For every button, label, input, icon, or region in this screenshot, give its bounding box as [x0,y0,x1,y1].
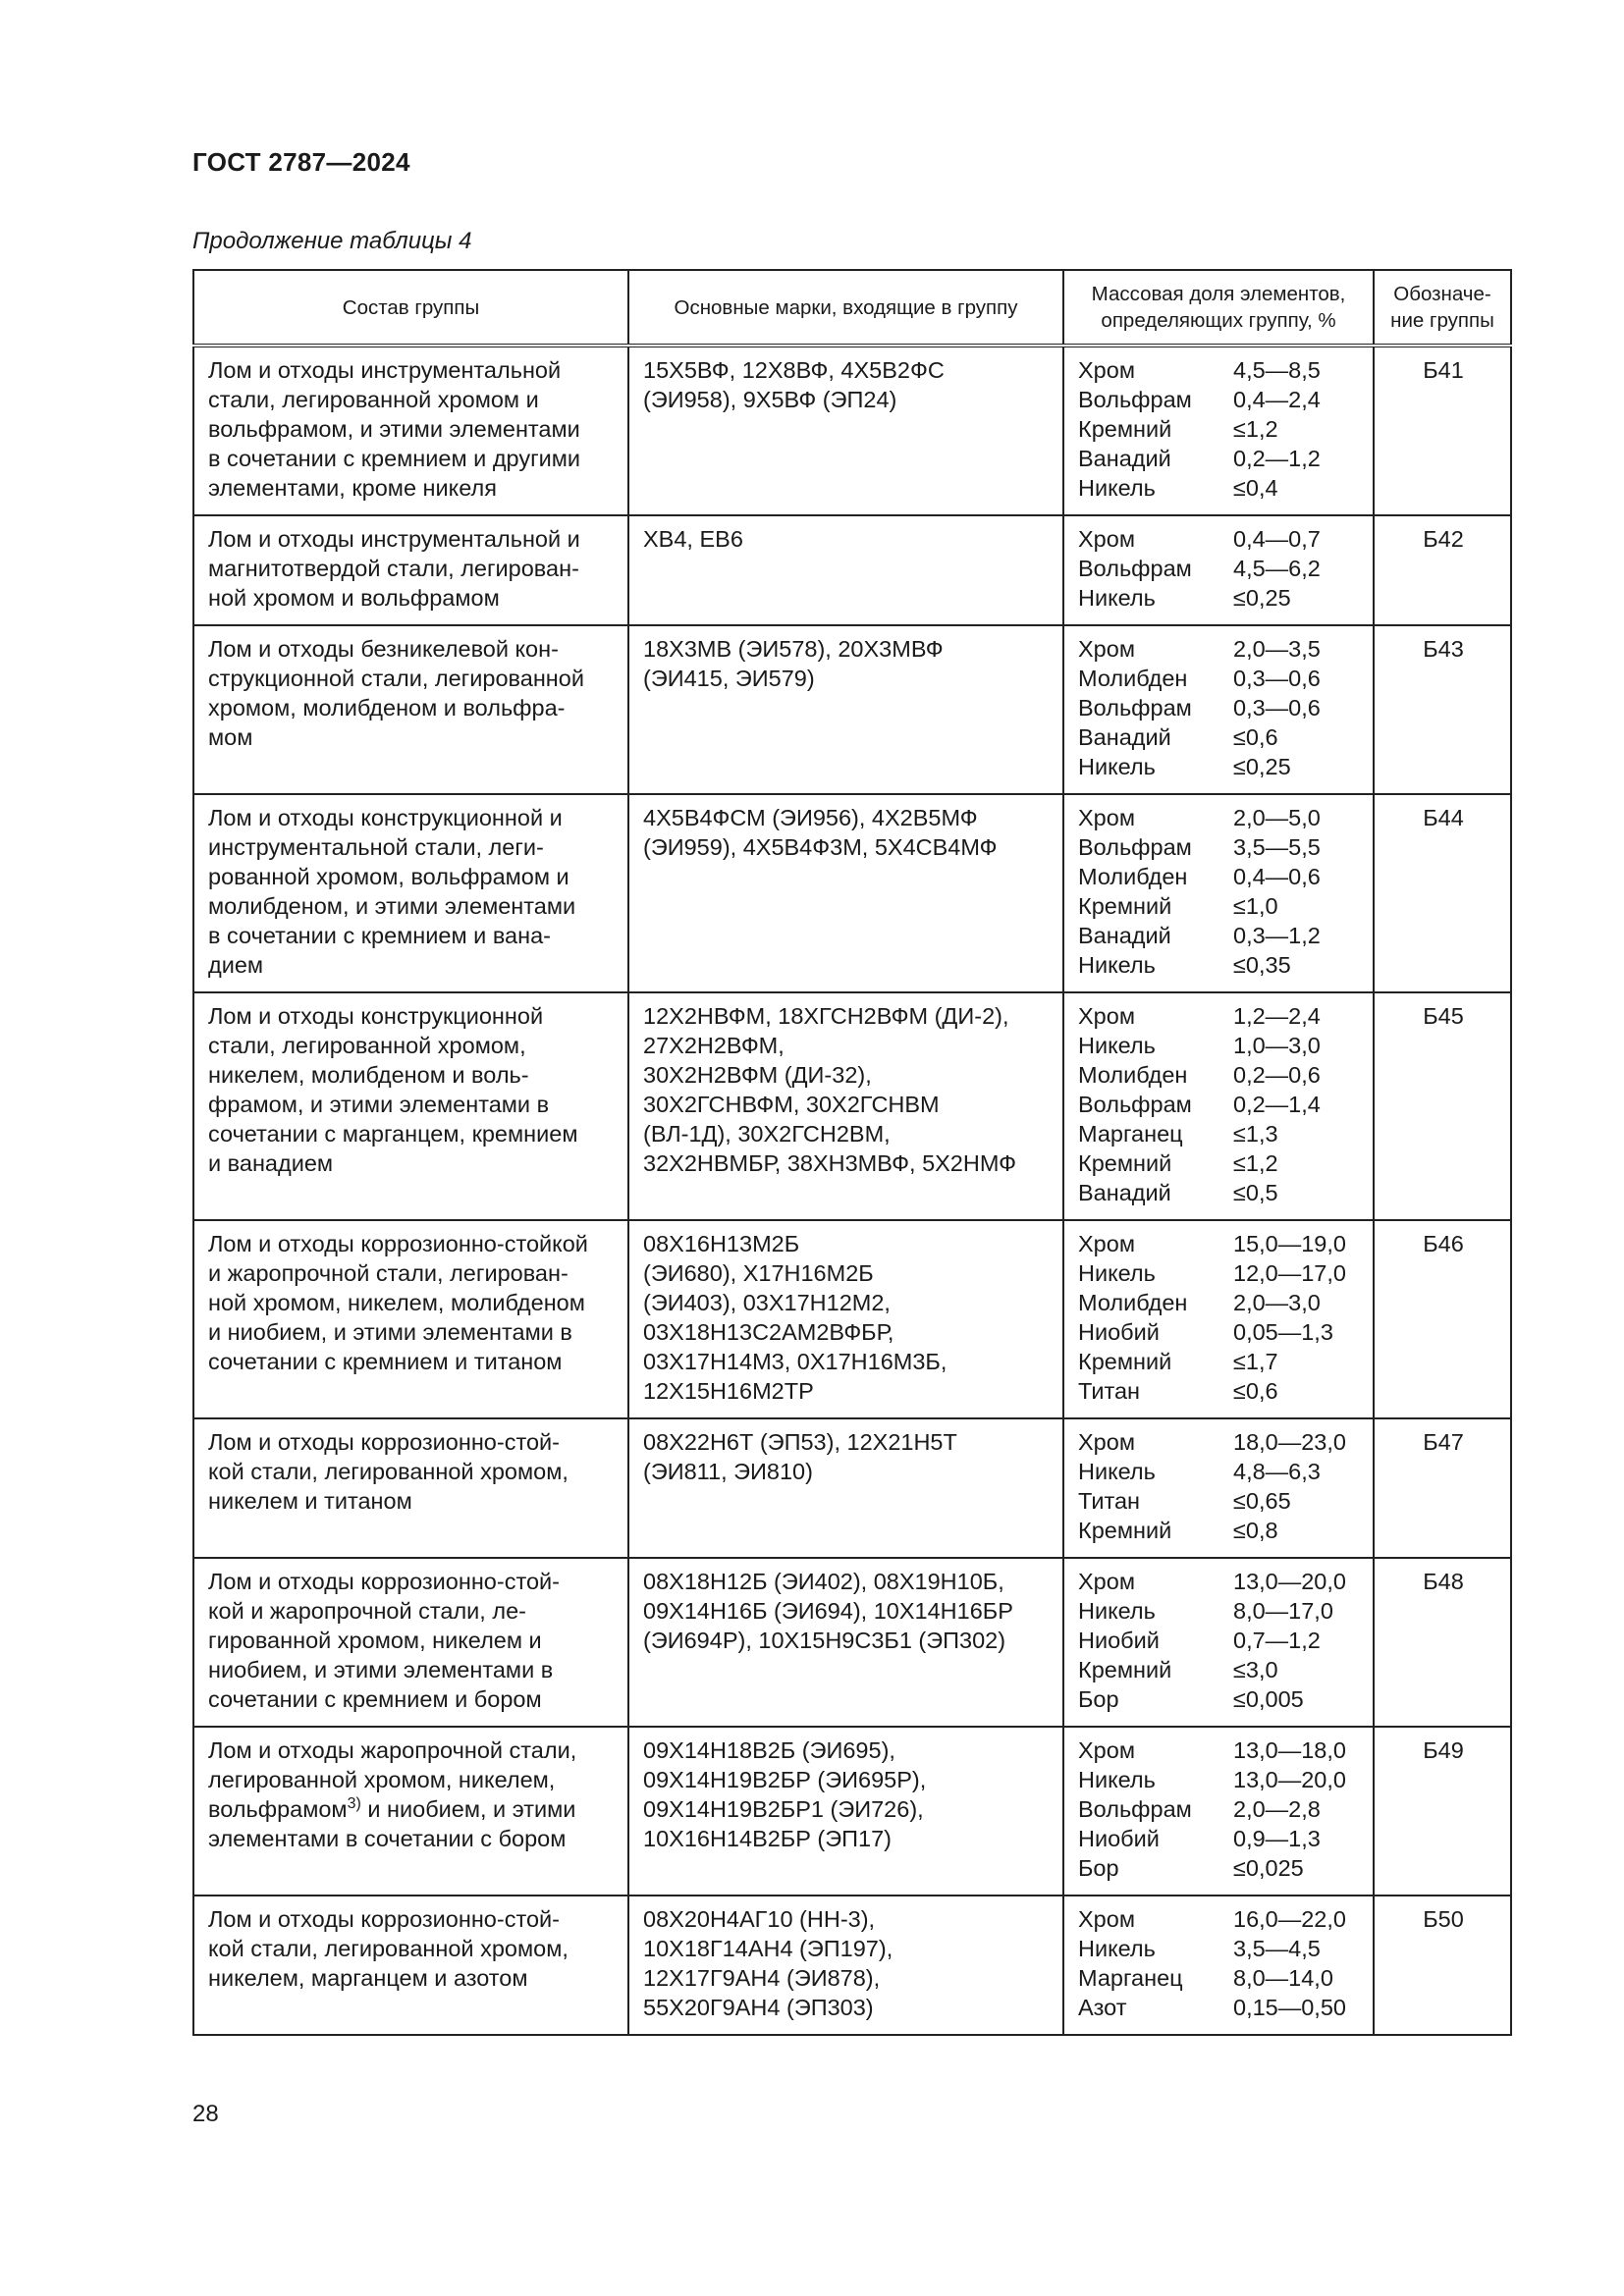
group-brands [628,992,1063,1220]
element-name: Бор [1078,1686,1119,1712]
element-name: Вольфрам [1078,387,1192,412]
element-name: Молибден [1078,1290,1188,1315]
element-value: 0,2—1,2 [1233,446,1321,471]
element-name: Кремний [1078,1150,1172,1176]
group-code: Б49 [1374,1727,1511,1896]
element-name: Никель [1078,585,1156,611]
header-brands: Основные марки, входящие в группу [628,270,1063,346]
group-elements [1063,1727,1374,1896]
element-value: 2,0—3,0 [1233,1290,1321,1315]
element-name: Кремний [1078,893,1172,919]
element-value: 0,4—0,7 [1233,526,1321,552]
element-value: 12,0—17,0 [1233,1260,1346,1286]
element-name: Молибден [1078,1062,1188,1088]
element-row [1078,1794,1361,1824]
element-row [1078,583,1361,613]
element-name: Ванадий [1078,724,1171,750]
element-value: ≤0,4 [1233,475,1278,501]
element-value: 0,3—1,2 [1233,923,1321,948]
element-row [1078,1376,1361,1406]
composition-line: элементами в сочетании с бором [208,1826,567,1851]
group-elements [1063,992,1374,1220]
element-name: Никель [1078,1767,1156,1792]
table-row [193,1558,1511,1727]
element-row [1078,634,1361,664]
brand-line: (ВЛ-1Д), 30Х2ГСН2ВМ, [643,1121,891,1147]
element-row [1078,1567,1361,1596]
group-brands [628,1896,1063,2035]
element-name: Хром [1078,1737,1135,1763]
element-value: 2,0—2,8 [1233,1796,1321,1822]
element-value: 15,0—19,0 [1233,1231,1346,1256]
element-name: Вольфрам [1078,1796,1192,1822]
group-code: Б45 [1374,992,1511,1220]
element-row [1078,1178,1361,1207]
brand-line: 12Х15Н16М2ТР [643,1378,814,1404]
element-name: Хром [1078,357,1135,383]
brand-line: 08Х18Н12Б (ЭИ402), 08Х19Н10Б, [643,1569,1004,1594]
element-value: 1,0—3,0 [1233,1033,1321,1058]
element-row [1078,1031,1361,1060]
composition-line: Лом и отходы инструментальной [208,357,562,383]
element-row [1078,1626,1361,1655]
element-name: Никель [1078,475,1156,501]
element-value: ≤1,3 [1233,1121,1278,1147]
element-name: Азот [1078,1995,1127,2020]
composition-line [208,1794,616,1824]
element-row [1078,1427,1361,1457]
brand-line: 09Х14Н19В2БР (ЭИ695Р), [643,1767,927,1792]
element-row [1078,414,1361,444]
element-name: Марганец [1078,1965,1183,1991]
group-brands [628,346,1063,515]
element-name: Ниобий [1078,1628,1160,1653]
element-value: 0,7—1,2 [1233,1628,1321,1653]
element-name: Никель [1078,754,1156,779]
group-elements [1063,1418,1374,1558]
brand-line: (ЭИ403), 03Х17Н12М2, [643,1290,891,1315]
element-name: Вольфрам [1078,695,1192,721]
composition-line: ной хромом, никелем, молибденом [208,1290,585,1315]
element-value: 18,0—23,0 [1233,1429,1346,1455]
composition-line: никелем и титаном [208,1488,412,1514]
element-row [1078,752,1361,781]
group-code: Б47 [1374,1418,1511,1558]
brand-line: 30Х2Н2ВФМ (ДИ-32), [643,1062,872,1088]
table-row [193,1220,1511,1418]
element-value: ≤0,8 [1233,1518,1278,1543]
element-row [1078,1229,1361,1258]
brand-line: 55Х20Г9АН4 (ЭП303) [643,1995,874,2020]
element-row [1078,1060,1361,1090]
group-brands [628,515,1063,625]
group-brands [628,1558,1063,1727]
element-value: 1,2—2,4 [1233,1003,1321,1029]
element-value: 0,2—1,4 [1233,1092,1321,1117]
element-value: 0,4—2,4 [1233,387,1321,412]
brand-line: 12Х17Г9АН4 (ЭИ878), [643,1965,881,1991]
group-composition [193,346,628,515]
element-name: Вольфрам [1078,1092,1192,1117]
element-value: 0,15—0,50 [1233,1995,1346,2020]
brand-line: 09Х14Н18В2Б (ЭИ695), [643,1737,895,1763]
element-value: 0,2—0,6 [1233,1062,1321,1088]
composition-line: в сочетании с кремнием и другими [208,446,581,471]
element-name: Хром [1078,636,1135,662]
element-row [1078,1934,1361,1963]
brand-line: 18Х3МВ (ЭИ578), 20Х3МВФ [643,636,944,662]
composition-line: стали, легированной хромом, [208,1033,526,1058]
brand-line: (ЭИ811, ЭИ810) [643,1459,813,1484]
group-composition [193,1727,628,1896]
group-composition [193,1418,628,1558]
element-row [1078,1258,1361,1288]
element-row [1078,1765,1361,1794]
group-brands [628,794,1063,992]
composition-line: струкционной стали, легированной [208,666,584,691]
element-value: 0,4—0,6 [1233,864,1321,889]
element-row [1078,832,1361,862]
table-header-row [193,270,1511,346]
brand-line: 08Х22Н6Т (ЭП53), 12Х21Н5Т [643,1429,957,1455]
element-name: Ванадий [1078,1180,1171,1205]
element-name: Молибден [1078,864,1188,889]
element-row [1078,1993,1361,2022]
element-row [1078,1596,1361,1626]
composition-line: вольфрамом, и этими элементами [208,416,580,442]
table-row [193,1896,1511,2035]
element-name: Бор [1078,1855,1119,1881]
element-row [1078,1119,1361,1148]
table-row [193,515,1511,625]
element-value: 13,0—20,0 [1233,1767,1346,1792]
element-value: 8,0—14,0 [1233,1965,1333,1991]
element-name: Ниобий [1078,1319,1160,1345]
element-value: 2,0—5,0 [1233,805,1321,830]
element-row [1078,385,1361,414]
element-name: Титан [1078,1378,1140,1404]
element-value: ≤0,5 [1233,1180,1278,1205]
composition-line: никелем, молибденом и воль- [208,1062,529,1088]
element-name: Вольфрам [1078,834,1192,860]
element-row [1078,1904,1361,1934]
element-name: Кремний [1078,1518,1172,1543]
element-value: 13,0—18,0 [1233,1737,1346,1763]
composition-line: фрамом, и этими элементами в [208,1092,550,1117]
element-row [1078,1347,1361,1376]
element-name: Ванадий [1078,446,1171,471]
composition-line: и ниобием, и этими элементами в [208,1319,572,1345]
element-value: 2,0—3,5 [1233,636,1321,662]
group-brands [628,1220,1063,1418]
group-composition [193,1220,628,1418]
element-row [1078,1735,1361,1765]
brand-line: 09Х14Н16Б (ЭИ694), 10Х14Н16БР [643,1598,1013,1624]
element-row [1078,1148,1361,1178]
brand-line: 10Х16Н14В2БР (ЭП17) [643,1826,893,1851]
composition-line: элементами, кроме никеля [208,475,497,501]
element-row [1078,1824,1361,1853]
element-row [1078,1090,1361,1119]
element-name: Хром [1078,1906,1135,1932]
element-value: ≤0,005 [1233,1686,1304,1712]
element-name: Марганец [1078,1121,1183,1147]
composition-line: легированной хромом, никелем, [208,1767,556,1792]
element-name: Никель [1078,1033,1156,1058]
brand-line: (ЭИ694Р), 10Х15Н9С3Б1 (ЭП302) [643,1628,1006,1653]
element-row [1078,722,1361,752]
element-value: ≤0,35 [1233,952,1291,978]
element-value: 4,5—8,5 [1233,357,1321,383]
footnote-ref: 3) [347,1795,361,1813]
brand-line: 08Х20Н4АГ10 (НН-3), [643,1906,876,1932]
group-elements [1063,1896,1374,2035]
brand-line: 4Х5В4ФСМ (ЭИ956), 4Х2В5МФ [643,805,978,830]
composition-line: и жаропрочной стали, легирован- [208,1260,568,1286]
group-code: Б42 [1374,515,1511,625]
element-name: Хром [1078,1429,1135,1455]
composition-line: Лом и отходы коррозионно-стой- [208,1429,560,1455]
element-row [1078,524,1361,554]
element-name: Никель [1078,952,1156,978]
brand-line: 09Х14Н19В2БР1 (ЭИ726), [643,1796,924,1822]
composition-line: инструментальной стали, леги- [208,834,544,860]
group-composition [193,794,628,992]
group-code: Б50 [1374,1896,1511,2035]
element-row [1078,554,1361,583]
element-value: ≤0,6 [1233,724,1278,750]
table-row [193,1418,1511,1558]
composition-line: Лом и отходы коррозионно-стойкой [208,1231,588,1256]
element-value: ≤0,25 [1233,754,1291,779]
element-value: ≤1,7 [1233,1349,1278,1374]
composition-line: кой и жаропрочной стали, ле- [208,1598,526,1624]
composition-line: дием [208,952,264,978]
group-brands [628,1418,1063,1558]
table-row [193,992,1511,1220]
element-value: ≤0,25 [1233,585,1291,611]
composition-line: Лом и отходы конструкционной и [208,805,563,830]
element-value: 3,5—5,5 [1233,834,1321,860]
group-composition [193,625,628,794]
element-name: Хром [1078,1003,1135,1029]
element-row [1078,1486,1361,1516]
group-elements [1063,515,1374,625]
brand-line: 08Х16Н13М2Б [643,1231,800,1256]
group-code: Б43 [1374,625,1511,794]
element-name: Кремний [1078,1349,1172,1374]
brand-line: 12Х2НВФМ, 18ХГСН2ВФМ (ДИ-2), [643,1003,1009,1029]
element-value: 0,9—1,3 [1233,1826,1321,1851]
composition-line: сочетании с марганцем, кремнием [208,1121,578,1147]
element-name: Ниобий [1078,1826,1160,1851]
brand-line: 15Х5ВФ, 12Х8ВФ, 4Х5В2ФС [643,357,945,383]
composition-line: Лом и отходы коррозионно-стой- [208,1569,560,1594]
composition-line: мом [208,724,253,750]
element-name: Титан [1078,1488,1140,1514]
composition-line: рованной хромом, вольфрамом и [208,864,569,889]
composition-text: и ниобием, и этими [360,1796,576,1822]
brand-line: (ЭИ415, ЭИ579) [643,666,815,691]
element-value: ≤1,2 [1233,416,1278,442]
element-row [1078,1516,1361,1545]
composition-line: молибденом, и этими элементами [208,893,576,919]
element-value: ≤1,0 [1233,893,1278,919]
brand-line: 10Х18Г14АН4 (ЭП197), [643,1936,893,1961]
composition-line: ной хромом и вольфрамом [208,585,500,611]
element-name: Хром [1078,526,1135,552]
group-elements [1063,1220,1374,1418]
element-value: 4,5—6,2 [1233,556,1321,581]
element-name: Хром [1078,805,1135,830]
composition-line: Лом и отходы инструментальной и [208,526,580,552]
group-elements [1063,625,1374,794]
element-row [1078,1655,1361,1684]
composition-line: стали, легированной хромом и [208,387,539,412]
element-value: 16,0—22,0 [1233,1906,1346,1932]
group-elements [1063,346,1374,515]
element-name: Хром [1078,1231,1135,1256]
composition-line: сочетании с кремнием и титаном [208,1349,563,1374]
element-value: ≤0,65 [1233,1488,1291,1514]
steel-groups-table [192,269,1512,2036]
composition-line: гированной хромом, никелем и [208,1628,542,1653]
element-value: 0,3—0,6 [1233,666,1321,691]
element-name: Кремний [1078,416,1172,442]
header-group-code: Обозначе- ние группы [1374,270,1511,346]
element-row [1078,1001,1361,1031]
element-value: ≤0,6 [1233,1378,1278,1404]
brand-line: (ЭИ959), 4Х5В4Ф3М, 5Х4СВ4МФ [643,834,998,860]
composition-line: сочетании с кремнием и бором [208,1686,542,1712]
brand-line: 30Х2ГСНВФМ, 30Х2ГСНВМ [643,1092,940,1117]
table-row [193,794,1511,992]
element-row [1078,1317,1361,1347]
composition-line: кой стали, легированной хромом, [208,1936,568,1961]
element-row [1078,444,1361,473]
element-value: 0,3—0,6 [1233,695,1321,721]
element-value: ≤3,0 [1233,1657,1278,1682]
group-composition [193,515,628,625]
element-name: Кремний [1078,1657,1172,1682]
element-row [1078,693,1361,722]
composition-line: в сочетании с кремнием и вана- [208,923,551,948]
group-brands [628,625,1063,794]
element-row [1078,1684,1361,1714]
brand-line: 32Х2НВМБР, 38ХН3МВФ, 5Х2НМФ [643,1150,1017,1176]
element-row [1078,355,1361,385]
element-value: ≤1,2 [1233,1150,1278,1176]
element-value: 13,0—20,0 [1233,1569,1346,1594]
document-header: ГОСТ 2787—2024 [192,147,410,177]
element-name: Никель [1078,1598,1156,1624]
element-value: 8,0—17,0 [1233,1598,1333,1624]
composition-line: и ванадием [208,1150,334,1176]
composition-line: ниобием, и этими элементами в [208,1657,554,1682]
table-row [193,346,1511,515]
element-name: Никель [1078,1459,1156,1484]
element-value: 0,05—1,3 [1233,1319,1333,1345]
element-value: ≤0,025 [1233,1855,1304,1881]
element-row [1078,1853,1361,1883]
element-row [1078,891,1361,921]
brand-line: 27Х2Н2ВФМ, [643,1033,785,1058]
composition-line: магнитотвердой стали, легирован- [208,556,579,581]
header-composition: Состав группы [193,270,628,346]
composition-line: Лом и отходы конструкционной [208,1003,544,1029]
element-row [1078,664,1361,693]
brand-line: 03Х18Н13С2АМ2ВФБР, [643,1319,894,1345]
group-code: Б41 [1374,346,1511,515]
element-value: 4,8—6,3 [1233,1459,1321,1484]
header-mass-fraction: Массовая доля элементов, определяющих группу, % [1063,270,1374,346]
table-body [193,346,1511,2035]
group-composition [193,1896,628,2035]
group-brands [628,1727,1063,1896]
composition-line: кой стали, легированной хромом, [208,1459,568,1484]
group-composition [193,1558,628,1727]
element-row [1078,1288,1361,1317]
element-value: 3,5—4,5 [1233,1936,1321,1961]
table-row [193,1727,1511,1896]
element-name: Никель [1078,1936,1156,1961]
composition-line: Лом и отходы жаропрочной стали, [208,1737,577,1763]
element-row [1078,1457,1361,1486]
element-row [1078,862,1361,891]
table-caption: Продолжение таблицы 4 [192,228,472,254]
group-code: Б44 [1374,794,1511,992]
element-name: Ванадий [1078,923,1171,948]
element-row [1078,921,1361,950]
brand-line: 03Х17Н14М3, 0Х17Н16М3Б, [643,1349,947,1374]
brand-line: (ЭИ680), Х17Н16М2Б [643,1260,874,1286]
group-elements [1063,1558,1374,1727]
brand-line: ХВ4, ЕВ6 [643,526,743,552]
group-code: Б46 [1374,1220,1511,1418]
element-row [1078,803,1361,832]
composition-line: Лом и отходы коррозионно-стой- [208,1906,560,1932]
element-row [1078,950,1361,980]
group-composition [193,992,628,1220]
element-row [1078,1963,1361,1993]
composition-text: вольфрамом [208,1796,348,1822]
brand-line: (ЭИ958), 9Х5ВФ (ЭП24) [643,387,897,412]
table-row [193,625,1511,794]
group-code: Б48 [1374,1558,1511,1727]
group-elements [1063,794,1374,992]
element-row [1078,473,1361,503]
element-name: Молибден [1078,666,1188,691]
composition-line: Лом и отходы безникелевой кон- [208,636,559,662]
element-name: Хром [1078,1569,1135,1594]
composition-line: никелем, марганцем и азотом [208,1965,528,1991]
page-number: 28 [192,2101,219,2127]
element-name: Вольфрам [1078,556,1192,581]
element-name: Никель [1078,1260,1156,1286]
composition-line: хромом, молибденом и вольфра- [208,695,566,721]
